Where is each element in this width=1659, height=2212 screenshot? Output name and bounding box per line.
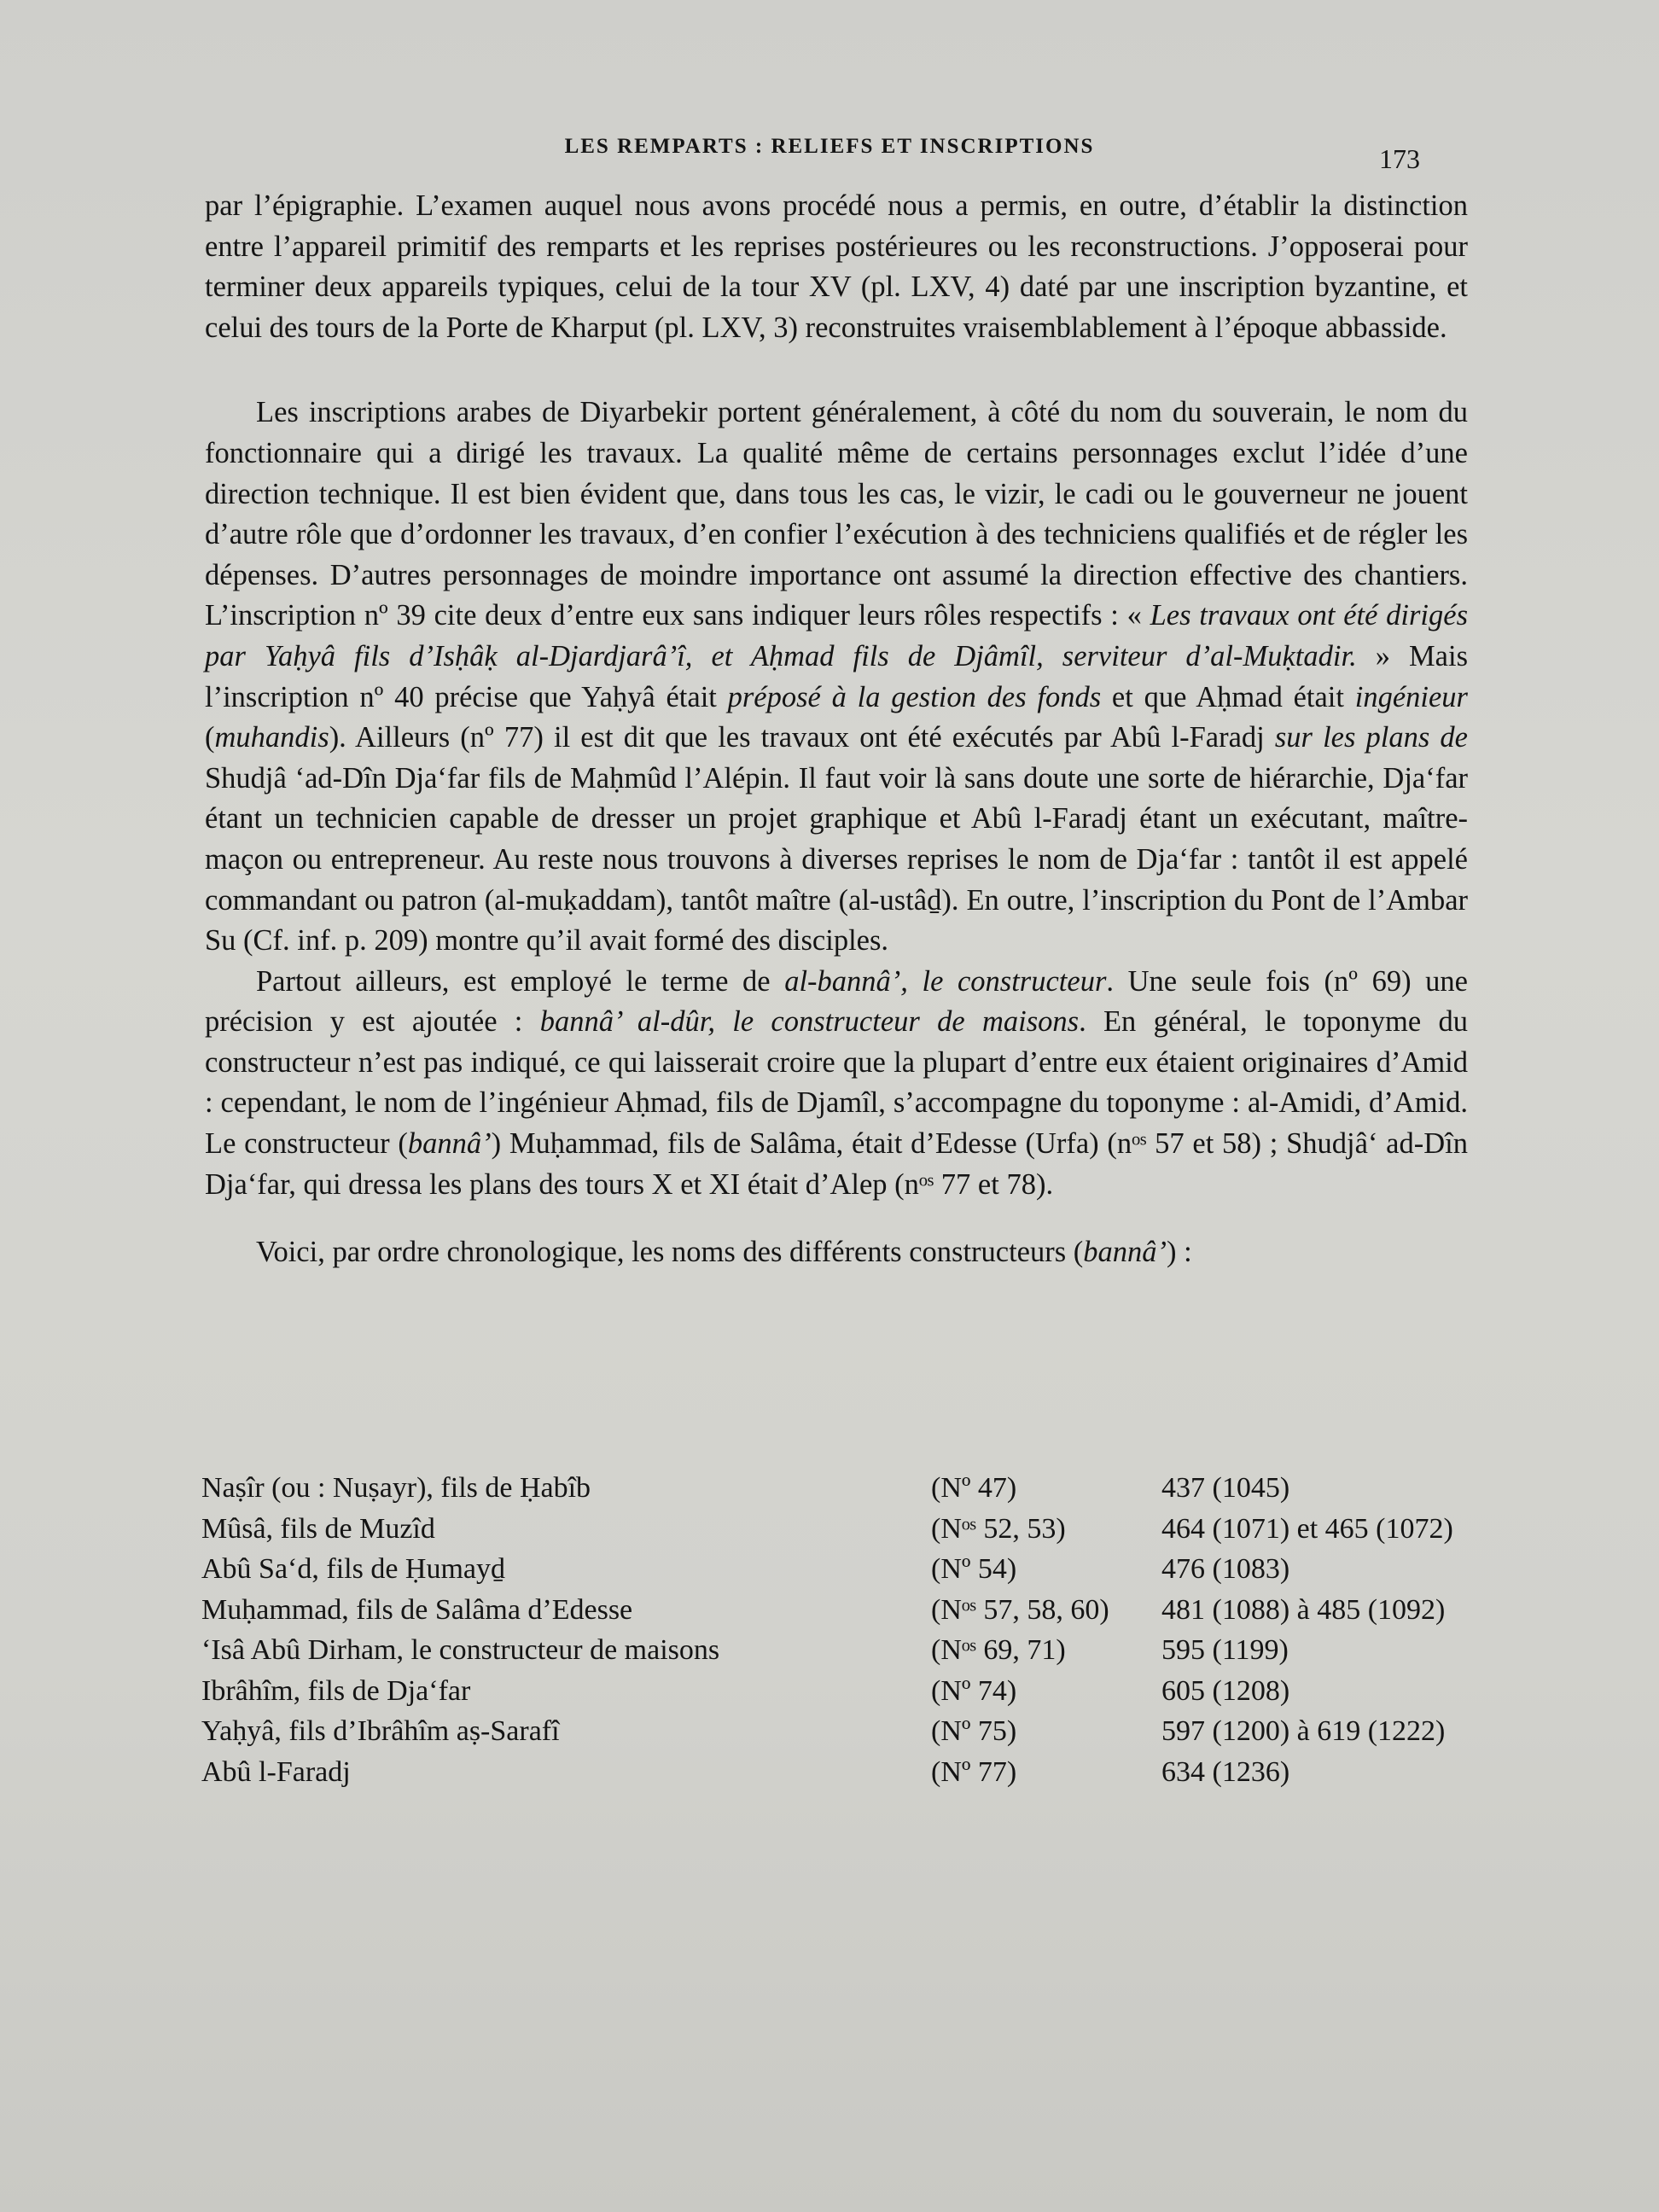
- builder-name: Ibrâhîm, fils de Dja‘far: [201, 1674, 471, 1707]
- list-item: [201, 1549, 1499, 1590]
- paragraph-1: par l’épigraphie. L’examen auquel nous avons procédé nous a permis, en outre, d’établir la distinction entre l’appareil primitif des remparts et les reprises postérieures ou les reconstructions. J’opposerai pour terminer deux appareils typiques, celui de la tour XV (pl. LXV, 4) daté par une inscription byzantine, et celui des tours de la Porte de Kharput (pl. LXV, 3) reconstruites vraisemblablement à l’époque abbasside.: [205, 189, 1468, 344]
- builder-date: 476 (1083): [1161, 1553, 1290, 1585]
- builder-date: 634 (1236): [1161, 1755, 1290, 1788]
- inscription-ref: (Nº 74): [931, 1674, 1017, 1707]
- builder-date: 605 (1208): [1161, 1674, 1290, 1707]
- builders-list: [201, 1468, 1499, 1792]
- list-item: [201, 1468, 1499, 1509]
- list-item: [201, 1509, 1499, 1550]
- paragraph-2: Les inscriptions arabes de Diyarbekir portent généralement, à côté du nom du souverain, le nom du fonctionnaire qui a dirigé les travaux. La qualité même de certains personnages exclut l’idée d’une direction technique. Il est bien évident que, dans tous les cas, le vizir, le cadi ou le gouverneur ne jouent d’autre rôle que d’ordonner les travaux, d’en confier l’exécution à des techniciens qualifiés et de régler les dépenses. D’autres personnages de moindre importance ont assumé la direction effective des chantiers. L’inscription nº 39 cite deux d’entre eux sans indiquer leurs rôles respectifs : « Les travaux ont été dirigés par Yaḥyâ fils d’Isḥâḳ al-Djardjarâ’î, et Aḥmad fils de Djâmîl, serviteur d’al-Muḳtadir. » Mais l’inscription nº 40 précise que Yaḥyâ était préposé à la gestion des fonds et que Aḥmad était ingénieur (muhandis). Ailleurs (nº 77) il est dit que les travaux ont été exécutés par Abû l-Faradj sur les plans de Shudjâ ‘ad-Dîn Dja‘far fils de Maḥmûd l’Alépin. Il faut voir là sans doute une sorte de hiérarchie, Dja‘far étant un technicien capable de dresser un projet graphique et Abû l-Faradj étant un exécutant, maître-maçon ou entrepreneur. Au reste nous trouvons à diverses reprises le nom de Dja‘far : tantôt il est appelé commandant ou patron (al-muḳaddam), tantôt maître (al-ustâḏ). En outre, l’inscription du Pont de l’Ambar Su (Cf. inf. p. 209) montre qu’il avait formé des disciples.: [205, 396, 1468, 958]
- running-title: LES REMPARTS : RELIEFS ET INSCRIPTIONS: [564, 135, 1095, 158]
- builder-date: 437 (1045): [1161, 1472, 1290, 1504]
- inscription-ref: (Nº 75): [931, 1715, 1017, 1747]
- builder-date: 597 (1200) à 619 (1222): [1161, 1715, 1446, 1747]
- inscription-ref: (Nº 77): [931, 1755, 1017, 1788]
- inscription-ref: (Nᵒˢ 52, 53): [931, 1512, 1066, 1545]
- builder-name: Mûsâ, fils de Muzîd: [201, 1512, 435, 1545]
- paragraph-4: Voici, par ordre chronologique, les noms des différents constructeurs (bannâ’) :: [256, 1236, 1192, 1269]
- list-item: [201, 1671, 1499, 1712]
- inscription-ref: (Nº 47): [931, 1472, 1017, 1504]
- builder-name: Abû l-Faradj: [201, 1755, 351, 1788]
- builder-name: Yaḥyâ, fils d’Ibrâhîm aṣ-Sarafî: [201, 1715, 560, 1747]
- builder-date: 464 (1071) et 465 (1072): [1161, 1512, 1453, 1545]
- inscription-ref: (Nᵒˢ 69, 71): [931, 1634, 1066, 1666]
- inscription-ref: (Nº 54): [931, 1553, 1017, 1585]
- builder-date: 481 (1088) à 485 (1092): [1161, 1593, 1446, 1626]
- list-item: [201, 1590, 1499, 1631]
- body-text: [205, 186, 1468, 1273]
- paragraph-3: Partout ailleurs, est employé le terme de al-bannâ’, le constructeur. Une seule fois (nº 69) une précision y est ajoutée : bannâ’ al-dûr, le constructeur de maisons. En général, le toponyme du constructeur n’est pas indiqué, ce qui laisserait croire que la plupart d’entre eux étaient originaires d’Amid : cependant, le nom de l’ingénieur Aḥmad, fils de Djamîl, s’accompagne du toponyme : al-Amidi, d’Amid. Le constructeur (bannâ’) Muḥammad, fils de Salâma, était d’Edesse (Urfa) (nᵒˢ 57 et 58) ; Shudjâ‘ ad-Dîn Dja‘far, qui dressa les plans des tours X et XI était d’Alep (nᵒˢ 77 et 78).: [205, 964, 1468, 1201]
- list-item: [201, 1630, 1499, 1671]
- builder-date: 595 (1199): [1161, 1634, 1289, 1666]
- builder-name: Abû Sa‘d, fils de Ḥumayḏ: [201, 1553, 506, 1585]
- page-number: 173: [1379, 143, 1420, 174]
- inscription-ref: (Nᵒˢ 57, 58, 60): [931, 1593, 1109, 1626]
- list-item: [201, 1711, 1499, 1752]
- builder-name: ‘Isâ Abû Dirham, le constructeur de maisons: [201, 1634, 720, 1666]
- builder-name: Naṣîr (ou : Nuṣayr), fils de Ḥabîb: [201, 1472, 591, 1504]
- list-item: [201, 1752, 1499, 1793]
- builder-name: Muḥammad, fils de Salâma d’Edesse: [201, 1593, 633, 1626]
